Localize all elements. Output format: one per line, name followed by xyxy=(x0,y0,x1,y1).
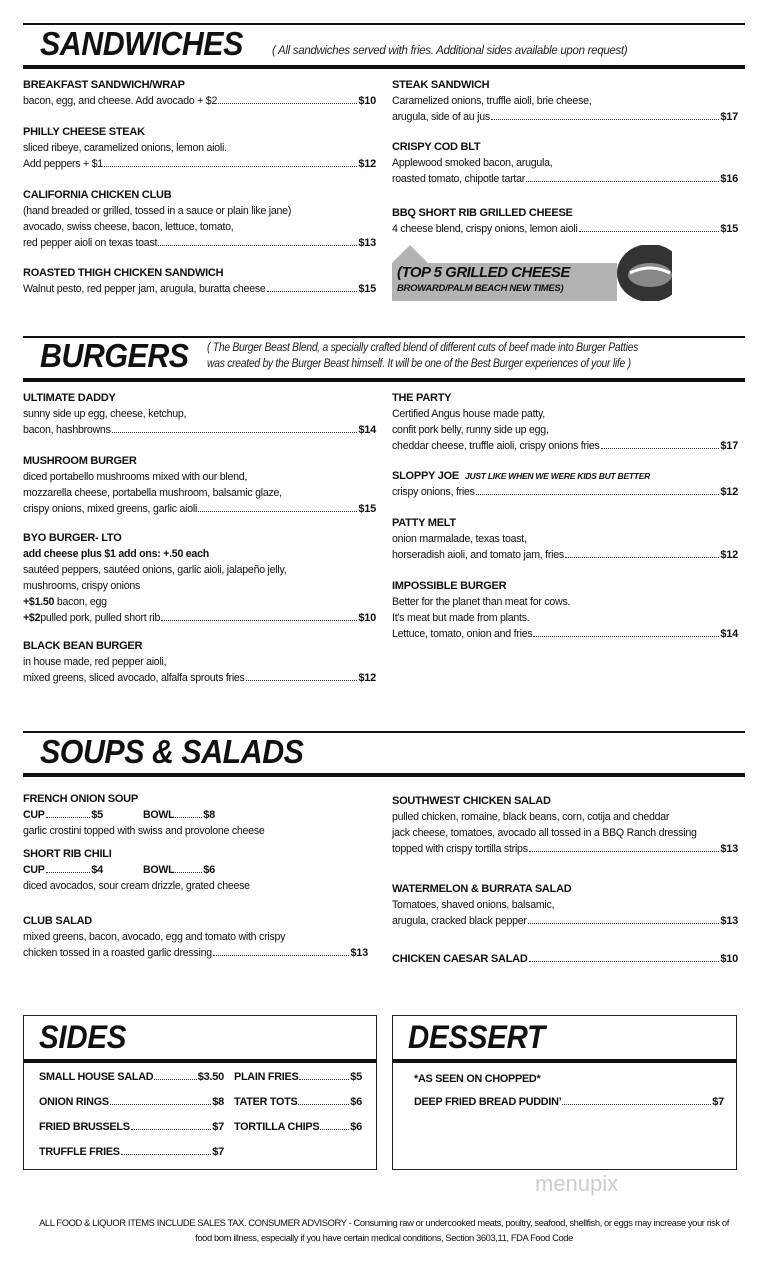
item-price: $12 xyxy=(358,158,376,170)
item-name xyxy=(23,187,376,203)
item-text: TORTILLA CHIPS xyxy=(234,1121,320,1133)
price-row xyxy=(392,171,738,187)
side-item xyxy=(39,1069,224,1085)
item-description: diced portabello mushrooms mixed with our blend, xyxy=(23,471,248,483)
menu-item xyxy=(392,77,738,125)
item-price: $5 xyxy=(350,1071,362,1083)
item-price: $10 xyxy=(720,953,738,965)
item-price: $15 xyxy=(358,503,376,515)
item-description: mixed greens, bacon, avocado, egg and tomato with crispy xyxy=(23,931,286,943)
menu-item xyxy=(23,187,376,251)
dot-leader xyxy=(131,1129,212,1130)
dot-leader xyxy=(158,245,357,246)
item-name-text: SHORT RIB CHILI xyxy=(23,848,112,860)
dot-leader xyxy=(121,1154,212,1155)
item-text: Add peppers + $1 xyxy=(23,158,103,170)
item-text: TRUFFLE FRIES xyxy=(39,1146,120,1158)
item-name xyxy=(392,793,738,809)
item-name-text: THE PARTY xyxy=(392,392,452,404)
item-text: red pepper aioli on texas toast xyxy=(23,237,158,249)
item-name-text: FRENCH ONION SOUP xyxy=(23,793,138,805)
item-name xyxy=(23,77,376,93)
cup-price xyxy=(23,807,103,823)
item-description: onion marmalade, texas toast, xyxy=(392,533,527,545)
item-name xyxy=(23,390,376,406)
item-text: crispy onions, fries xyxy=(392,486,475,498)
bowl-price-value: $6 xyxy=(203,864,215,876)
item-description xyxy=(23,594,376,610)
dot-leader xyxy=(175,872,202,873)
price-row xyxy=(23,235,376,251)
item-description: garlic crostini topped with swiss and provolone cheese xyxy=(23,825,265,837)
item-text: Walnut pesto, red pepper jam, arugula, buratta cheese xyxy=(23,283,266,295)
item-description: Better for the planet than meat for cows. xyxy=(392,596,571,608)
item-name xyxy=(392,390,738,406)
menu-item xyxy=(392,951,738,967)
menu-item xyxy=(392,578,738,642)
item-name xyxy=(392,515,738,531)
menu-item xyxy=(23,453,376,517)
section-title-burgers: BURGERS xyxy=(40,337,189,374)
item-text: bacon, egg xyxy=(54,596,107,608)
dot-leader xyxy=(528,923,720,924)
item-price: $16 xyxy=(720,173,738,185)
item-price: $13 xyxy=(720,915,738,927)
price-row xyxy=(392,484,738,500)
item-price: $6 xyxy=(350,1121,362,1133)
item-text: Lettuce, tomato, onion and fries xyxy=(392,628,533,640)
divider xyxy=(23,773,745,777)
menu-item xyxy=(392,793,738,857)
item-name-text: BREAKFAST SANDWICH/WRAP xyxy=(23,79,185,91)
item-description: sautéed peppers, sautéed onions, garlic aioli, jalapeño jelly, xyxy=(23,564,287,576)
menu-item xyxy=(23,390,376,438)
item-note: JUST LIKE WHEN WE WERE KIDS BUT BETTER xyxy=(465,471,651,481)
item-name xyxy=(23,265,376,281)
cup-bowl-row xyxy=(23,807,368,823)
dot-leader xyxy=(246,680,358,681)
side-item xyxy=(39,1119,224,1135)
footer-line-2: food born illness, especially if you have certain medical conditions, Section 3603,11, FDA Food Code xyxy=(195,1232,573,1243)
dot-leader xyxy=(529,961,720,962)
item-name xyxy=(392,468,738,484)
dessert-box xyxy=(392,1015,737,1170)
section-title-sandwiches: SANDWICHES xyxy=(40,25,243,62)
dot-leader xyxy=(320,1129,349,1130)
item-description: in house made, red pepper aioli, xyxy=(23,656,167,668)
price-row xyxy=(392,913,738,929)
item-text: PLAIN FRIES xyxy=(234,1071,299,1083)
item-text: topped with crispy tortilla strips xyxy=(392,843,528,855)
dot-leader xyxy=(112,432,358,433)
section-title-soups-salads: SOUPS & SALADS xyxy=(40,733,304,770)
cup-label: CUP xyxy=(23,864,45,876)
item-price: $15 xyxy=(720,223,738,235)
dot-leader xyxy=(154,1079,196,1080)
item-name-text: SLOPPY JOE xyxy=(392,470,459,482)
divider xyxy=(393,1059,736,1063)
item-price: $14 xyxy=(720,628,738,640)
burgers-subtitle-1: ( The Burger Beast Blend, a specially crafted blend of different cuts of beef made into Burger Patties xyxy=(207,342,639,354)
item-price: $7 xyxy=(212,1146,224,1158)
badge-line-1: (TOP 5 GRILLED CHEESE xyxy=(397,264,570,281)
item-text: bacon, egg, and cheese. Add avocado + $2 xyxy=(23,95,218,107)
menu-item xyxy=(23,124,376,172)
price-row xyxy=(23,422,376,438)
divider xyxy=(23,378,745,382)
item-description: sliced ribeye, caramelized onions, lemon aioli. xyxy=(23,142,227,154)
dot-leader xyxy=(476,494,720,495)
menu-item xyxy=(23,846,368,894)
item-name xyxy=(23,846,368,862)
side-item xyxy=(234,1094,362,1110)
footer-disclaimer xyxy=(12,1215,756,1245)
menu-item xyxy=(23,791,368,839)
dot-leader xyxy=(529,851,720,852)
item-price: $17 xyxy=(720,111,738,123)
item-text: crispy onions, mixed greens, garlic aioli xyxy=(23,503,198,515)
item-text: pulled pork, pulled short rib xyxy=(40,612,161,624)
menu-item xyxy=(23,77,376,109)
item-name-text: ROASTED THIGH CHICKEN SANDWICH xyxy=(23,267,224,279)
item-description: avocado, swiss cheese, bacon, lettuce, tomato, xyxy=(23,221,234,233)
price-row xyxy=(392,438,738,454)
dessert-note: *AS SEEN ON CHOPPED* xyxy=(414,1073,541,1085)
item-description: It’s meat but made from plants. xyxy=(392,612,530,624)
menu-item xyxy=(23,530,376,626)
menu-item xyxy=(392,390,738,454)
item-description: pulled chicken, romaine, black beans, corn, cotija and cheddar xyxy=(392,811,670,823)
item-price: $13 xyxy=(720,843,738,855)
item-name-text: CLUB SALAD xyxy=(23,915,92,927)
sandwiches-subtitle: ( All sandwiches served with fries. Additional sides available upon request) xyxy=(272,45,628,57)
dot-leader xyxy=(46,817,91,818)
item-name-text: CALIFORNIA CHICKEN CLUB xyxy=(23,189,172,201)
item-description xyxy=(23,546,376,562)
bowl-price xyxy=(143,807,215,823)
dot-leader xyxy=(213,955,350,956)
menu-item xyxy=(23,265,376,297)
item-price: $12 xyxy=(720,486,738,498)
item-name-text: BBQ SHORT RIB GRILLED CHEESE xyxy=(392,207,573,219)
footer-line-1: ALL FOOD & LIQUOR ITEMS INCLUDE SALES TAX. CONSUMER ADVISORY - Consuming raw or undercooked meats, poultry, seafood, shellfish, or eggs may increase your risk of xyxy=(39,1217,729,1228)
item-description: mozzarella cheese, portabella mushroom, balsamic glaze, xyxy=(23,487,282,499)
item-text: chicken tossed in a roasted garlic dressing xyxy=(23,947,212,959)
dot-leader xyxy=(198,511,357,512)
dot-leader xyxy=(579,231,720,232)
item-price: $17 xyxy=(720,440,738,452)
dot-leader xyxy=(46,872,91,873)
grilled-cheese-award-badge xyxy=(392,245,672,301)
cup-bowl-row xyxy=(23,862,368,878)
price-row xyxy=(23,670,376,686)
item-description: jack cheese, tomatoes, avocado all tossed in a BBQ Ranch dressing xyxy=(392,827,697,839)
item-name-text: PHILLY CHEESE STEAK xyxy=(23,126,145,138)
cup-price-value: $4 xyxy=(91,864,103,876)
item-price: $13 xyxy=(358,237,376,249)
price-row xyxy=(392,221,738,237)
price-row xyxy=(23,281,376,297)
side-item xyxy=(414,1094,724,1110)
bowl-label: BOWL xyxy=(143,809,175,821)
item-name xyxy=(392,77,738,93)
item-name-text: CRISPY COD BLT xyxy=(392,141,481,153)
bowl-label: BOWL xyxy=(143,864,175,876)
item-text: ONION RINGS xyxy=(39,1096,109,1108)
item-name xyxy=(23,638,376,654)
item-name-text: STEAK SANDWICH xyxy=(392,79,490,91)
item-text: arugula, cracked black pepper xyxy=(392,915,527,927)
item-name-text: PATTY MELT xyxy=(392,517,456,529)
item-price: $15 xyxy=(358,283,376,295)
item-description: Tomatoes, shaved onions, balsamic, xyxy=(392,899,555,911)
item-name-text: BYO BURGER- LTO xyxy=(23,532,122,544)
item-price: $7 xyxy=(712,1096,724,1108)
item-price: $3.50 xyxy=(197,1071,224,1083)
dot-leader xyxy=(533,636,719,637)
item-description: confit pork belly, runny side up egg, xyxy=(392,424,549,436)
item-name xyxy=(23,453,376,469)
item-text: mixed greens, sliced avocado, alfalfa sprouts fries xyxy=(23,672,245,684)
divider xyxy=(23,65,745,69)
item-name-text: WATERMELON & BURRATA SALAD xyxy=(392,883,572,895)
item-name xyxy=(23,913,368,929)
item-name xyxy=(23,791,368,807)
dot-leader xyxy=(218,103,357,104)
item-description: mushrooms, crispy onions xyxy=(23,580,141,592)
divider xyxy=(24,1059,376,1063)
item-price: $6 xyxy=(350,1096,362,1108)
price-row xyxy=(392,547,738,563)
dot-leader xyxy=(267,291,358,292)
price-row xyxy=(23,93,376,109)
dot-leader xyxy=(491,119,719,120)
section-title-dessert: DESSERT xyxy=(408,1019,545,1055)
menu-item xyxy=(392,139,738,187)
item-name xyxy=(392,578,738,594)
dot-leader xyxy=(562,1104,711,1105)
item-name-text: MUSHROOM BURGER xyxy=(23,455,137,467)
item-description: Caramelized onions, truffle aioli, brie cheese, xyxy=(392,95,592,107)
item-name-text: ULTIMATE DADDY xyxy=(23,392,116,404)
dot-leader xyxy=(298,1104,349,1105)
price-row xyxy=(23,501,376,517)
item-name xyxy=(392,205,738,221)
item-description: sunny side up egg, cheese, ketchup, xyxy=(23,408,187,420)
item-price: $14 xyxy=(358,424,376,436)
cup-label: CUP xyxy=(23,809,45,821)
item-description: (hand breaded or grilled, tossed in a sauce or plain like jane) xyxy=(23,205,292,217)
item-name xyxy=(23,530,376,546)
item-text: roasted tomato, chipotle tartar xyxy=(392,173,525,185)
side-item xyxy=(234,1069,362,1085)
sides-box xyxy=(23,1015,377,1170)
item-description: Applewood smoked bacon, arugula, xyxy=(392,157,553,169)
item-text: horseradish aioli, and tomato jam, fries xyxy=(392,549,564,561)
dot-leader xyxy=(110,1104,211,1105)
cup-price xyxy=(23,862,103,878)
item-price: $10 xyxy=(358,95,376,107)
dot-leader xyxy=(601,448,720,449)
badge-line-2: BROWARD/PALM BEACH NEW TIMES) xyxy=(397,283,564,294)
item-name xyxy=(392,881,738,897)
item-price: $12 xyxy=(358,672,376,684)
item-description: Certified Angus house made patty, xyxy=(392,408,545,420)
item-name-text: SOUTHWEST CHICKEN SALAD xyxy=(392,795,551,807)
bold-prefix: +$2 xyxy=(23,612,41,624)
dot-leader xyxy=(161,620,357,621)
price-row xyxy=(392,951,738,967)
menu-item xyxy=(392,881,738,929)
menu-item xyxy=(392,205,738,237)
item-price: $13 xyxy=(350,947,368,959)
item-text: CHICKEN CAESAR SALAD xyxy=(392,953,528,965)
side-item xyxy=(39,1144,224,1160)
bold-prefix: add cheese plus $1 add ons: +.50 each xyxy=(23,548,209,560)
item-name-text: BLACK BEAN BURGER xyxy=(23,640,143,652)
dot-leader xyxy=(565,557,719,558)
item-text: FRIED BRUSSELS xyxy=(39,1121,130,1133)
item-description: diced avocados, sour cream drizzle, grated cheese xyxy=(23,880,250,892)
price-row xyxy=(392,626,738,642)
item-price: $8 xyxy=(212,1096,224,1108)
bowl-price xyxy=(143,862,215,878)
item-text: DEEP FRIED BREAD PUDDIN’ xyxy=(414,1096,562,1108)
price-row xyxy=(23,156,376,172)
item-text: bacon, hashbrowns xyxy=(23,424,111,436)
dot-leader xyxy=(175,817,202,818)
price-row xyxy=(23,610,376,626)
bold-prefix: +$1.50 xyxy=(23,596,55,608)
burgers-subtitle-2: was created by the Burger Beast himself. It will be one of the Best Burger experiences of your life ) xyxy=(207,358,631,370)
cup-price-value: $5 xyxy=(91,809,103,821)
bowl-price-value: $8 xyxy=(203,809,215,821)
item-price: $7 xyxy=(212,1121,224,1133)
menu-item xyxy=(23,913,368,961)
menu-item xyxy=(392,515,738,563)
item-text: arugula, side of au jus xyxy=(392,111,490,123)
watermark: menupix xyxy=(535,1171,619,1196)
item-text: TATER TOTS xyxy=(234,1096,298,1108)
menu-item xyxy=(392,468,738,500)
section-title-sides: SIDES xyxy=(39,1019,127,1055)
dot-leader xyxy=(526,181,719,182)
item-price: $10 xyxy=(358,612,376,624)
item-text: cheddar cheese, truffle aioli, crispy onions fries xyxy=(392,440,600,452)
item-name-text: IMPOSSIBLE BURGER xyxy=(392,580,507,592)
item-name xyxy=(23,124,376,140)
price-row xyxy=(392,109,738,125)
item-text: 4 cheese blend, crispy onions, lemon aioli xyxy=(392,223,578,235)
item-name xyxy=(392,139,738,155)
dot-leader xyxy=(104,166,357,167)
side-item xyxy=(39,1094,224,1110)
item-price: $12 xyxy=(720,549,738,561)
price-row xyxy=(392,841,738,857)
price-row xyxy=(23,945,368,961)
dot-leader xyxy=(299,1079,349,1080)
menu-item xyxy=(23,638,376,686)
item-text: SMALL HOUSE SALAD xyxy=(39,1071,154,1083)
side-item xyxy=(234,1119,362,1135)
